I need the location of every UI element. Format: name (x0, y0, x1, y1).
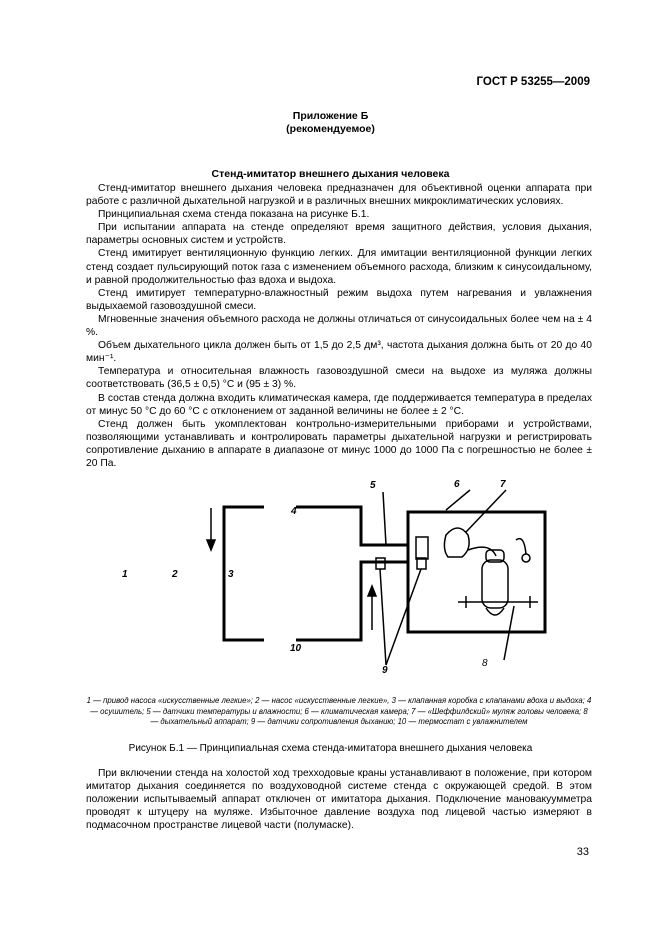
diagram-label-4: 4 (291, 506, 297, 517)
schematic-diagram (86, 470, 592, 690)
paragraph: При включении стенда на холостой ход трехходовые краны устанавливают в положение, при котором имитатор дыхания соединяется по воздуховодной системе стенда с окружающей средой. В этом положении испытываемый аппарат отключен от имитатора дыхания. Подключение мановакуумметра проводят к штуцеру на муляже. Избыточное давление воздуха под лицевой частью измеряют в подмасочном пространстве лицевой части (полумаске). (86, 768, 592, 832)
diagram-label-2: 2 (172, 569, 178, 580)
figure-title: Рисунок Б.1 — Принципиальная схема стенда-имитатора внешнего дыхания человека (128, 743, 533, 754)
paragraph: Мгновенные значения объемного расхода не должны отличаться от синусоидальных более чем на ± 4 %. (86, 313, 592, 339)
figure-legend: 1 — привод насоса «искусственные легкие»; 2 — насос «искусственные легкие», 3 — клапанная коробка с клапанами вдоха и выдоха; 4 — осушитель; 5 — датчики температуры и влажности; 6 — климатическая камера; 7 — «Шеффилдский» муляж головы человека; 8 — дыхательный аппарат; 9 — датчики сопротивления дыханию; 10 — термостат с увлажнителем (86, 696, 592, 726)
diagram-label-10: 10 (290, 643, 302, 654)
diagram-label-7: 7 (500, 479, 506, 490)
appendix-subtitle: (рекомендуемое) (286, 123, 375, 135)
breathing-apparatus-icon (482, 560, 508, 608)
body-text (86, 182, 592, 470)
document-header: ГОСТ Р 53255—2009 (476, 76, 590, 88)
diagram-label-8: 8 (482, 658, 488, 669)
closing-text (86, 767, 592, 832)
paragraph: Принципиальная схема стенда показана на рисунке Б.1. (98, 209, 370, 221)
section-title: Стенд-имитатор внешнего дыхания человека (211, 168, 450, 180)
paragraph: При испытании аппарата на стенде определяют время защитного действия, условия дыхания, параметры основных систем и устройств. (86, 222, 592, 247)
lower-duct (296, 562, 408, 640)
paragraph: В состав стенда должна входить климатическая камера, где поддерживается температура в пределах от минус 50 °С до 60 °С с отклонением от заданной величины не более ± 2 °С. (86, 392, 592, 417)
climate-chamber (408, 512, 545, 632)
appendix-title: Приложение Б (292, 110, 369, 122)
page-number: 33 (576, 846, 589, 858)
diagram-label-1: 1 (122, 569, 128, 580)
paragraph: Стенд-имитатор внешнего дыхания человека предназначен для объективной оценки аппарата при работе с различной дыхательной нагрузкой и в различных внешних микроклиматических условиях. (86, 183, 592, 208)
head-mannequin-icon (444, 528, 469, 557)
diagram-label-6: 6 (454, 479, 460, 490)
diagram-label-3: 3 (228, 569, 234, 580)
paragraph: Объем дыхательного цикла должен быть от 1,5 до 2,5 дм³, частота дыхания должна быть от 20 до 40 мин⁻¹. (86, 340, 592, 365)
paragraph: Стенд имитирует вентиляционную функцию легких. Для имитации вентиляционной функции легких стенд создает пульсирующий поток газа с изменением объемного расхода, близким к синусоидальному, и равной продолжительностью фаз вдоха и выдоха. (86, 248, 592, 286)
paragraph: Стенд должен быть укомплектован контрольно-измерительными приборами и устройствами, позволяющими устанавливать и контролировать параметры дыхательной нагрузки и регистрировать сопротивление дыханию в аппарате в диапазоне от минус 1000 до 1000 Па с погрешностью не более ± 20 Па. (86, 418, 592, 469)
paragraph: Стенд имитирует температурно-влажностный режим выдоха путем нагревания и увлажнения выдыхаемой газовоздушной смеси. (86, 287, 592, 312)
paragraph: Температура и относительная влажность газовоздушной смеси на выдохе из муляжа должны соответствовать (36,5 ± 0,5) °С и (95 ± 3) %. (86, 366, 592, 391)
diagram-label-9: 9 (382, 665, 388, 676)
diagram-label-5: 5 (370, 480, 376, 491)
sensor-5 (416, 537, 428, 559)
upper-duct (296, 507, 408, 545)
